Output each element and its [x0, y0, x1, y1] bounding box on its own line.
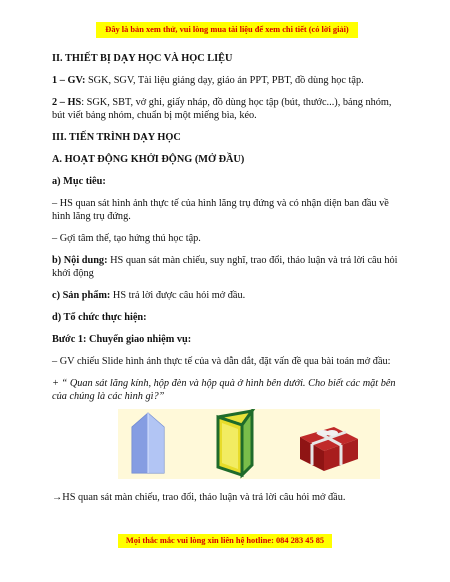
hs-paragraph: [52, 96, 402, 122]
gv-text: SGK, SGV, Tài liệu giảng dạy, giáo án PPT, PBT, đồ dùng học tập.: [85, 75, 364, 86]
objective-line-1: – HS quan sát hình ảnh thực tế của hình lăng trụ đứng và có nhận diện ban đầu về hình lăng trụ đứng.: [52, 198, 389, 222]
gift-box-icon: [300, 427, 358, 471]
document-body: [52, 52, 402, 504]
step1-text: – GV chiếu Slide hình ảnh thực tế của và dẫn dắt, đặt vấn đề qua bài toán mở đầu:: [52, 356, 391, 367]
lamp-box-icon: [218, 411, 252, 475]
step1-label: Bước 1: Chuyển giao nhiệm vụ:: [52, 334, 192, 345]
section-heading-equipment: II. THIẾT BỊ DẠY HỌC VÀ HỌC LIỆU: [52, 53, 233, 64]
illustration-svg: [118, 409, 380, 479]
content-text: HS quan sát màn chiếu, suy nghĩ, trao đổi, thảo luận và trả lời câu hỏi khởi động: [52, 255, 398, 279]
content-label: b) Nội dung:: [52, 255, 108, 266]
hs-text: : SGK, SBT, vở ghi, giấy nháp, đồ dùng học tập (bút, thước...), bảng nhóm, bút viết bảng nhóm, chuẩn bị một miếng bìa, kéo.: [52, 97, 392, 121]
content-paragraph: [52, 254, 402, 280]
objective-line-2: – Gợi tâm thế, tạo hứng thú học tập.: [52, 233, 201, 244]
preview-banner: Đây là bản xem thử, vui lòng mua tài liệu để xem chi tiết (có lời giải): [96, 22, 358, 38]
objective-label: a) Mục tiêu:: [52, 176, 106, 187]
product-text: HS trả lời được câu hỏi mở đầu.: [110, 290, 246, 301]
hotline-footer: Mọi thắc mắc vui lòng xin liên hệ hotline: 084 283 45 85: [118, 534, 332, 548]
organization-label: d) Tổ chức thực hiện:: [52, 312, 147, 323]
product-label: c) Sản phẩm:: [52, 290, 111, 301]
activity-heading: A. HOẠT ĐỘNG KHỞI ĐỘNG (MỞ ĐẦU): [52, 154, 245, 165]
illustration-row: [52, 409, 402, 487]
product-paragraph: [52, 289, 402, 302]
gv-paragraph: [52, 74, 402, 87]
student-response-line: →HS quan sát màn chiếu, trao đổi, thảo luận và trả lời câu hỏi mở đầu.: [52, 492, 346, 503]
section-heading-process: III. TIẾN TRÌNH DẠY HỌC: [52, 132, 181, 143]
illustration-panel: [118, 409, 380, 479]
hs-label: 2 – HS: [52, 97, 82, 108]
opening-question: + “ Quan sát lăng kính, hộp đèn và hộp quà ở hình bên dưới. Cho biết các mặt bên của chúng là các hình gì?”: [52, 378, 396, 402]
gv-label: 1 – GV:: [52, 75, 86, 86]
prism-glass-icon: [132, 413, 164, 473]
